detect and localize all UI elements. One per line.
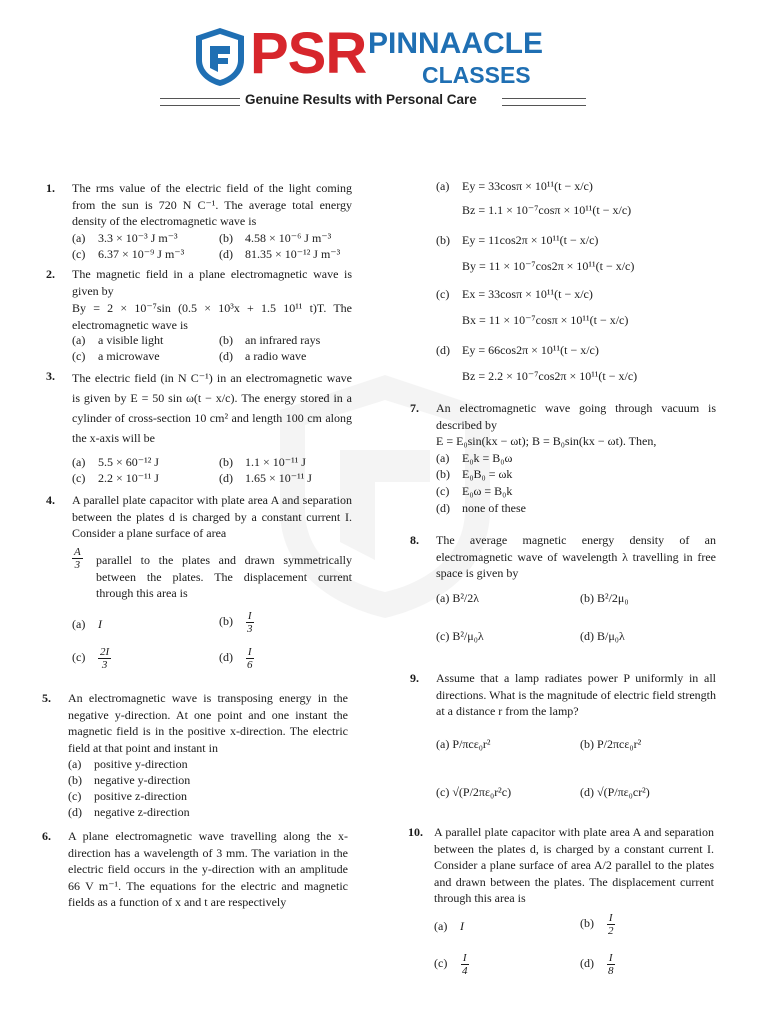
option-b: (b) E₀B₀ = ωk [436, 467, 513, 481]
question-text: A plane electromagnetic wave travelling along the x-direction has a wavelength of 3 mm. The variation in the electric field occurs in the y-direction with an amplitude 66 V m⁻¹. The equations for the electric and magnetic fields as a function of x and t are respectively [68, 829, 348, 909]
question-text: A parallel plate capacitor with plate area A and separation between the plates d, is charged by a constant current I. Consider a plane surface of area A/2 parallel to the plates and drawn between the plates. The displacement current through this area is [434, 825, 714, 905]
option-d: (d) Ey = 66cos2π × 10¹¹(t − x/c) [436, 343, 599, 357]
option-d: (d) 1.65 × 10⁻¹¹ J [219, 471, 312, 485]
option-c-line2: Bx = 11 × 10⁻⁷cosπ × 10¹¹(t − x/c) [462, 313, 629, 327]
option-a: (a) I [72, 617, 102, 631]
option-b: (b) 4.58 × 10⁻⁶ J m⁻³ [219, 231, 332, 245]
option-d: (d) a radio wave [219, 349, 307, 363]
option-b: (b) negative y-direction [68, 773, 191, 787]
option-b: (b) an infrared rays [219, 333, 321, 347]
option-a: (a) 3.3 × 10⁻³ J m⁻³ [72, 231, 178, 245]
tagline-rule-right [502, 98, 586, 106]
option-b: (b) 1.1 × 10⁻¹¹ J [219, 455, 306, 469]
option-d: (d) none of these [436, 501, 526, 515]
question-number: 7. [410, 401, 419, 415]
question-number: 10. [408, 825, 423, 839]
question-number: 5. [42, 691, 51, 705]
question-text: An electromagnetic wave is transposing energy in the negative y-direction. At one point and one instant the magnetic field is in the positive x-direction. The electric field at that point and instant in [68, 691, 348, 755]
option-c: (c) $\frac{2I}{3}$ [72, 646, 110, 671]
psr-shield-logo-icon [192, 26, 248, 88]
option-a: (a) E₀k = B₀ω [436, 451, 513, 465]
option-c: (c) 2.2 × 10⁻¹¹ J [72, 471, 159, 485]
option-b: (b) $\frac{I}{3}$ [219, 610, 253, 635]
option-c: (c) positive z-direction [68, 789, 187, 803]
option-a: (a) positive y-direction [68, 757, 188, 771]
question-text: Assume that a lamp radiates power P uniformly in all directions. What is the magnitude of electric field strength at a distance r from the lamp? [436, 671, 716, 718]
option-b: (b) Ey = 11cos2π × 10¹¹(t − x/c) [436, 233, 599, 247]
question-text: A parallel plate capacitor with plate area A and separation between the plates d is charged by a constant current I. Consider a plane surface of area [72, 493, 352, 540]
option-c: (c) E₀ω = B₀k [436, 484, 513, 498]
question-equation: By = 2 × 10⁻⁷sin (0.5 × 10³x + 1.5 10¹¹ t)T. The electromagnetic wave is [72, 301, 352, 332]
question-number: 1. [46, 181, 55, 195]
question-number: 3. [46, 369, 55, 383]
option-a: (a) I [434, 919, 464, 933]
question-number: 6. [42, 829, 51, 843]
brand-classes: CLASSES [422, 62, 531, 88]
option-a: (a) B²/2λ [436, 591, 480, 605]
option-c: (c) 6.37 × 10⁻⁹ J m⁻³ [72, 247, 185, 261]
option-d: (d) $\frac{I}{8}$ [580, 952, 614, 977]
option-c: (c) $\frac{I}{4}$ [434, 952, 468, 977]
question-number: 4. [46, 493, 55, 507]
option-d: (d) negative z-direction [68, 805, 190, 819]
option-a: (a) Ey = 33cosπ × 10¹¹(t − x/c) [436, 179, 593, 193]
question-number: 8. [410, 533, 419, 547]
question-equation: E = E₀sin(kx − ωt); B = B₀sin(kx − ωt). Then, [436, 434, 657, 448]
option-a: (a) a visible light [72, 333, 164, 347]
option-b: (b) P/2πcε₀r² [580, 737, 642, 751]
question-text: The magnetic field in a plane electromagnetic wave is given by [72, 267, 352, 298]
question-text: The electric field (in N C⁻¹) in an electromagnetic wave is given by E = 50 sin ω(t − x/c). The energy stored in a cylinder of cross-section 10 cm² and length 100 cm along the x-axis will be [72, 371, 352, 445]
option-c: (c) B²/μ₀λ [436, 629, 484, 643]
option-a: (a) 5.5 × 60⁻¹² J [72, 455, 159, 469]
option-d: (d) B/μ₀λ [580, 629, 625, 643]
option-b: (b) B²/2μ₀ [580, 591, 629, 605]
question-text: The rms value of the electric field of the light coming from the sun is 720 N C⁻¹. The average total energy density of the electromagnetic wave is [72, 181, 352, 228]
option-a-line2: Bz = 1.1 × 10⁻⁷cosπ × 10¹¹(t − x/c) [462, 203, 632, 217]
option-d: (d) 81.35 × 10⁻¹² J m⁻³ [219, 247, 341, 261]
question-text: An electromagnetic wave going through vacuum is described by [436, 401, 716, 432]
question-text: The average magnetic energy density of an electromagnetic wave of wavelength λ travelling in free space is given by [436, 533, 716, 580]
tagline: Genuine Results with Personal Care [245, 92, 477, 107]
question-text-tail: parallel to the plates and drawn symmetrically between the plates. The displacement current through this area is [96, 553, 352, 600]
option-a: (a) P/πcε₀r² [436, 737, 491, 751]
option-b: (b) $\frac{I}{2}$ [580, 912, 614, 937]
tagline-rule-left [160, 98, 240, 106]
brand-psr: PSR [250, 21, 367, 86]
option-c: (c) a microwave [72, 349, 160, 363]
fraction-a-over-3: $\frac{A}{3}$ [74, 546, 81, 571]
option-d: (d) $\frac{I}{6}$ [219, 646, 253, 671]
brand-pinnacle: PINNAACLE [368, 27, 544, 60]
option-d: (d) √(P/πε₀cr²) [580, 785, 650, 799]
question-number: 2. [46, 267, 55, 281]
option-d-line2: Bz = 2.2 × 10⁻⁷cos2π × 10¹¹(t − x/c) [462, 369, 638, 383]
question-number: 9. [410, 671, 419, 685]
option-c: (c) Ex = 33cosπ × 10¹¹(t − x/c) [436, 287, 593, 301]
option-b-line2: By = 11 × 10⁻⁷cos2π × 10¹¹(t − x/c) [462, 259, 635, 273]
option-c: (c) √(P/2πε₀r²c) [436, 785, 512, 799]
header-banner [130, 16, 638, 112]
